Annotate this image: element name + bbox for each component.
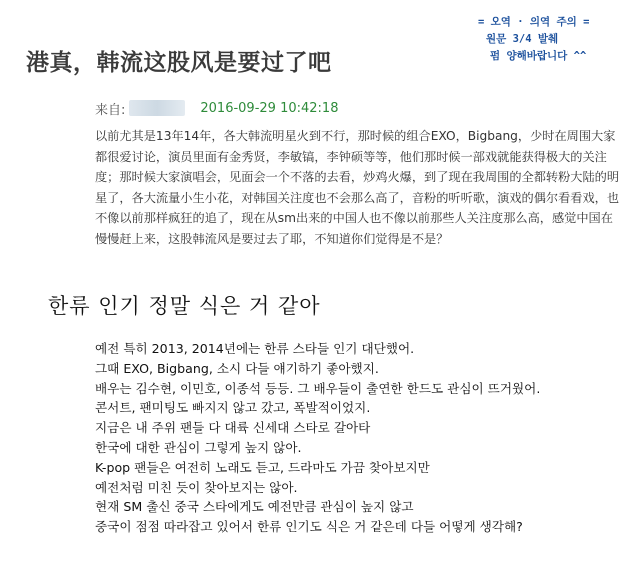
translation-line: 예전 특히 2013, 2014년에는 한류 스타들 인기 대단했어. bbox=[95, 341, 415, 356]
translation-line: 지금은 내 주위 팬들 다 대륙 신세대 스타로 갈아타 bbox=[95, 420, 371, 436]
translation-line: 콘서트, 팬미팅도 빠지지 않고 갔고, 폭발적이었지. bbox=[95, 400, 371, 416]
translation-line: 배우는 김수현, 이민호, 이종석 등등. 그 배우들이 출연한 한드도 관심이 뜨거웠어. bbox=[95, 380, 541, 396]
translation-line: K-pop 팬들은 여전히 노래도 듣고, 드라마도 가끔 찾아보지만 bbox=[95, 459, 430, 475]
translation-title: 한류 인기 정말 식은 거 같아 bbox=[48, 294, 321, 318]
note-line-excerpt: 원문 3/4 발췌 bbox=[486, 33, 559, 45]
post-body: 以前尤其是13年14年，各大韩流明星火到不行，那时候的组合EXO，Bigbang，少时在周围大家都很爱讨论，演员里面有金秀贤，李敏镐，李钟硕等等，他们那时候一部戏就能获得极大的关注度；那时候大家演唱会，见面会一个不落的去看，炒鸡火爆，到了现在我周围的全都转粉大陆的明星了，各大流量小生小花，对韩国关注度也不会那么高了，音粉的听听歌，演戏的偶尔看看戏，也不像以前那样疯狂的追了，现在从sm出来的中国人也不像以前那些人关注度那么高，感觉中国在慢慢赶上来，这股韩流风是要过去了耶，不知道你们觉得是不是？ bbox=[95, 129, 620, 246]
translation-line: 현재 SM 출신 중국 스타에게도 예전만큼 관심이 높지 않고 bbox=[95, 499, 414, 515]
post-title: 港真，韩流这股风是要过了吧 bbox=[26, 50, 332, 76]
translation-body bbox=[95, 339, 625, 537]
post-meta bbox=[95, 99, 338, 117]
from-label: 来自: bbox=[95, 102, 126, 118]
translation-line: 예전처럼 미친 듯이 찾아보지는 않아. bbox=[95, 479, 298, 495]
translation-line: 한국에 대한 관심이 그렇게 높지 않아. bbox=[95, 439, 302, 455]
translation-line: 중국이 점점 따라잡고 있어서 한류 인기도 식은 거 같은데 다들 어떻게 생각해? bbox=[95, 519, 523, 535]
note-line-warning: = 오역 · 의역 주의 = bbox=[478, 16, 590, 28]
author-name-blurred[interactable] bbox=[129, 100, 185, 116]
post-date: 2016-09-29 10:42:18 bbox=[200, 100, 339, 116]
translator-note bbox=[478, 14, 630, 65]
note-line-repost: 펌 양해바랍니다 ^^ bbox=[490, 50, 587, 62]
translation-line: 그때 EXO, Bigbang, 소시 다들 얘기하기 좋아했지. bbox=[95, 360, 379, 376]
